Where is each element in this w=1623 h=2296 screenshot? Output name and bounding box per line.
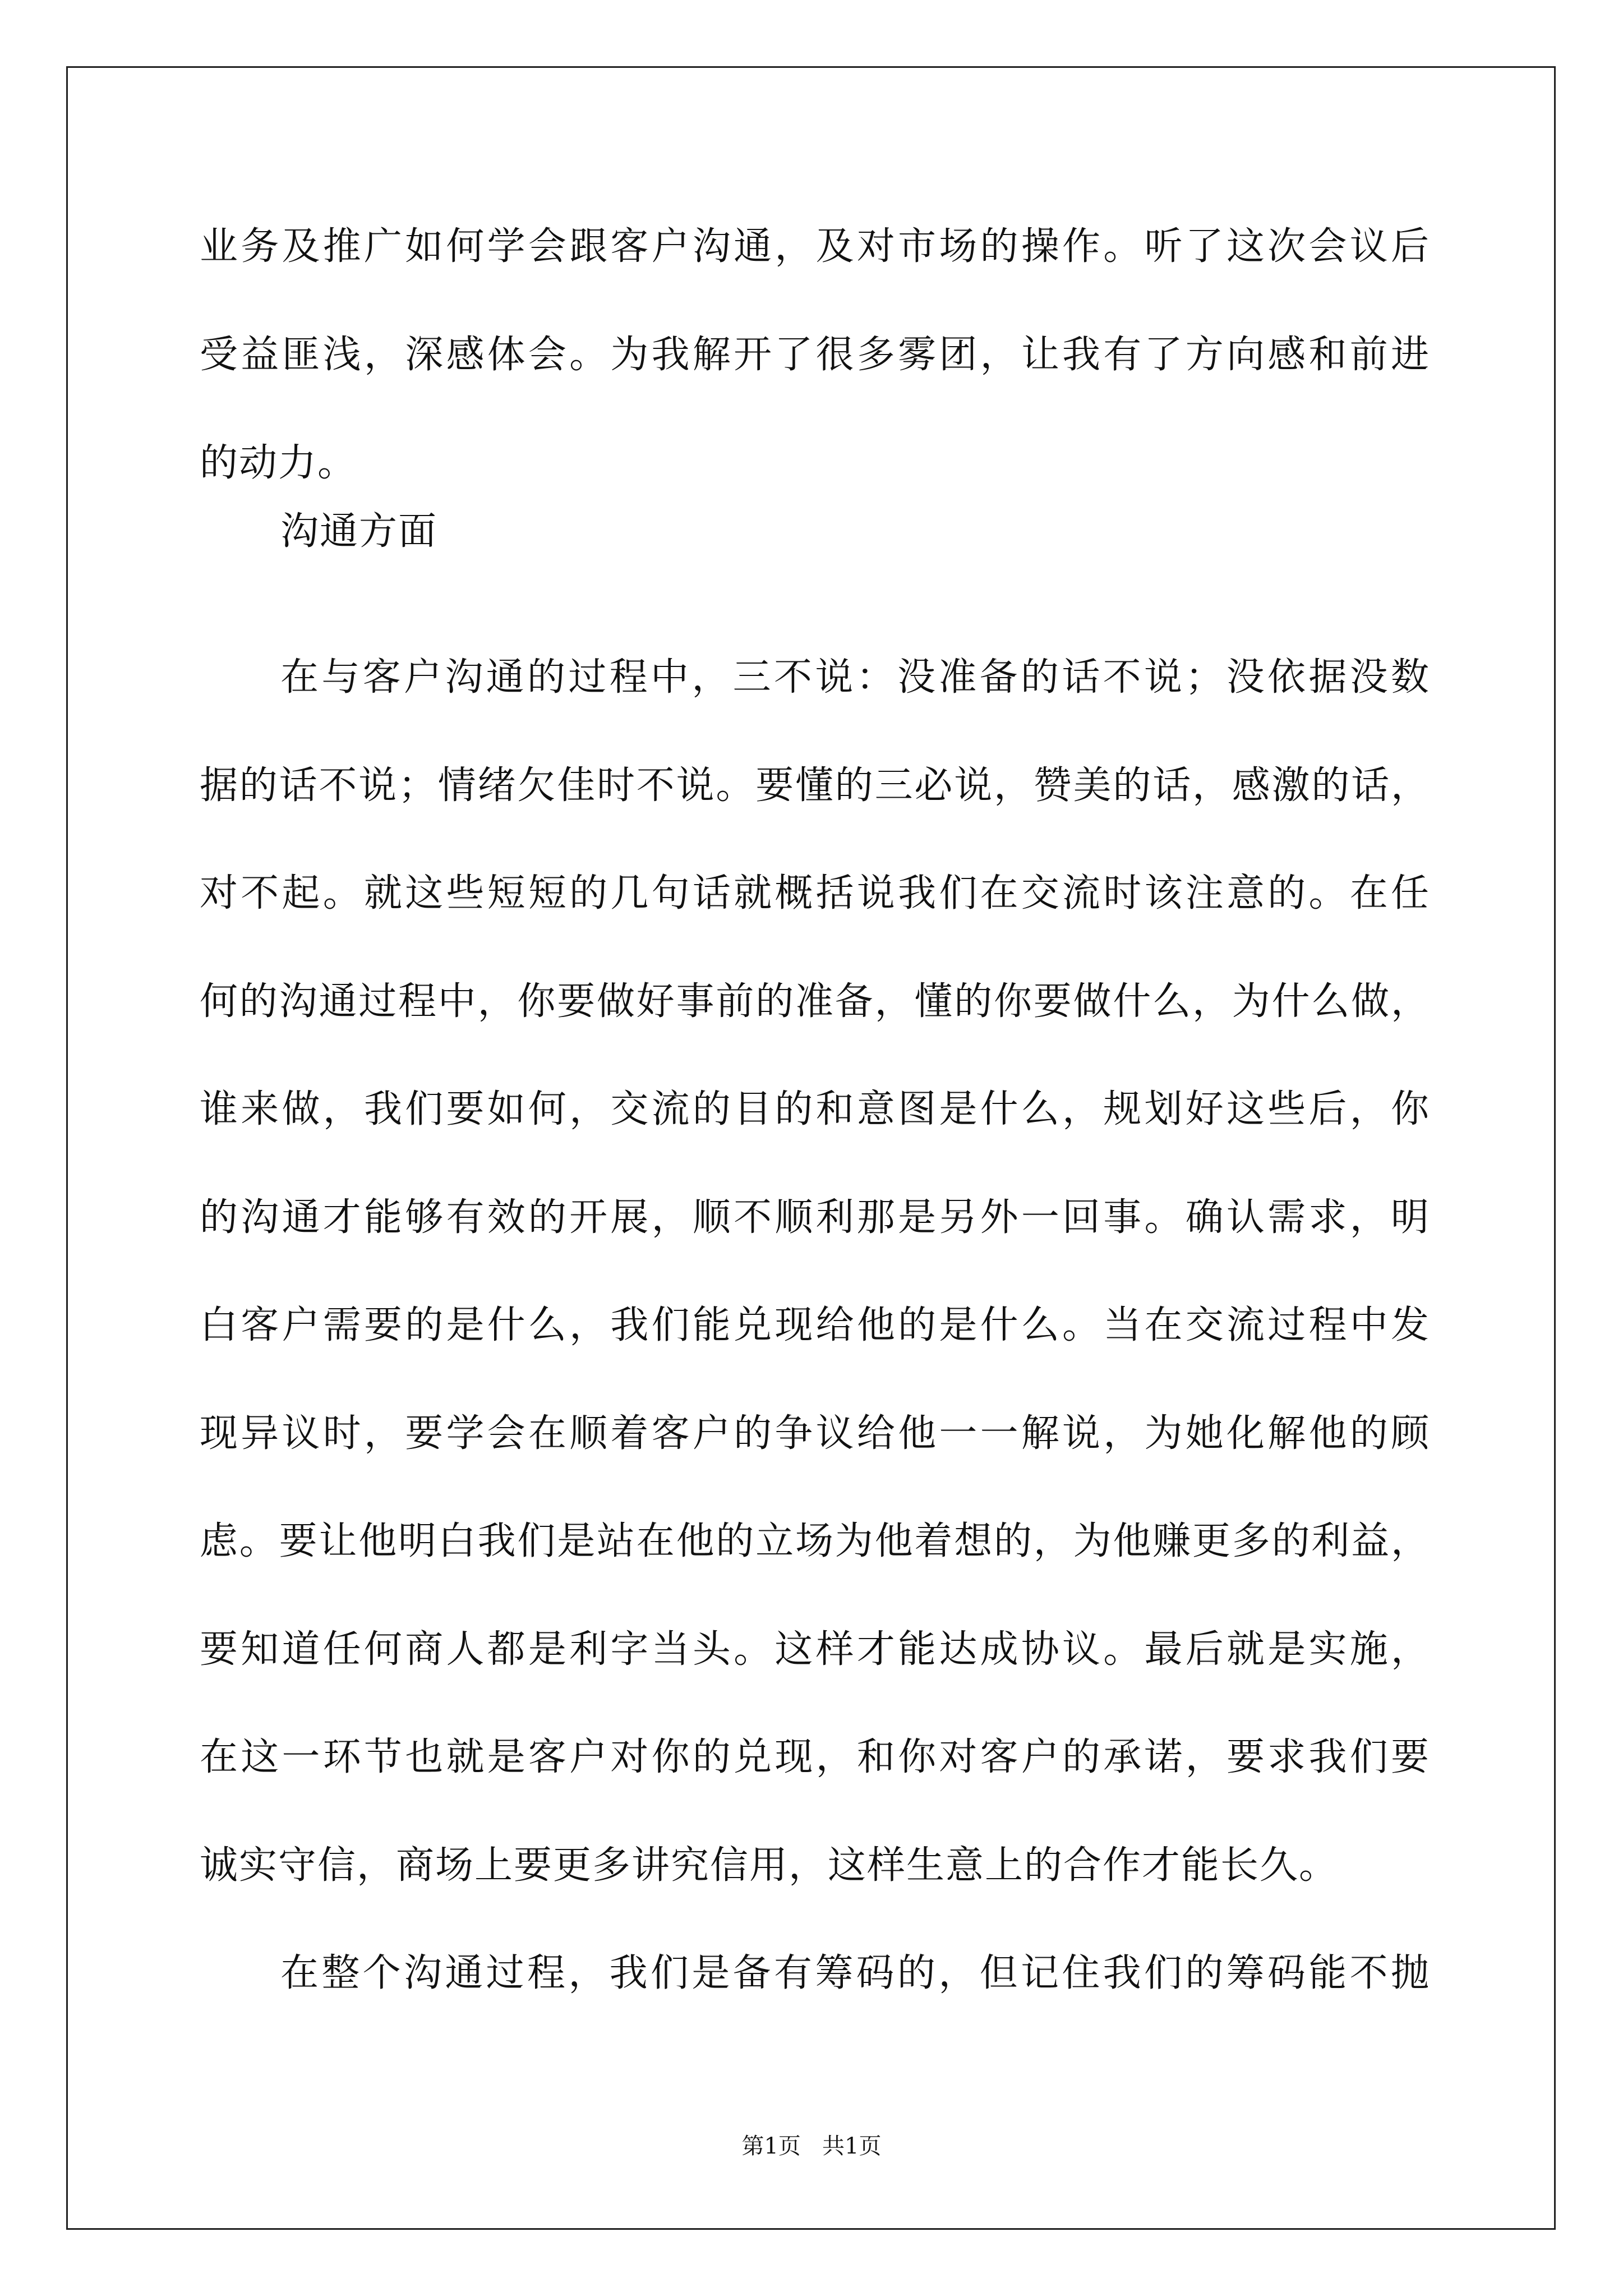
paragraph-line: 白客户需要的是什么，我们能兑现给他的是什么。当在交流过程中发	[200, 1303, 1429, 1347]
paragraph-line: 业务及推广如何学会跟客户沟通，及对市场的操作。听了这次会议后	[200, 224, 1429, 269]
paragraph-line: 的沟通才能够有效的开展，顺不顺利那是另外一回事。确认需求，明	[200, 1195, 1429, 1240]
paragraph-line: 现异议时，要学会在顺着客户的争议给他一一解说，为她化解他的顾	[200, 1411, 1429, 1456]
section-heading: 沟通方面	[280, 509, 438, 554]
paragraph-line: 对不起。就这些短短的几句话就概括说我们在交流时该注意的。在任	[200, 871, 1429, 915]
paragraph-line: 虑。要让他明白我们是站在他的立场为他着想的，为他赚更多的利益，	[200, 1519, 1429, 1563]
paragraph-line: 在与客户沟通的过程中，三不说：没准备的话不说；没依据没数	[280, 655, 1429, 700]
paragraph-line: 要知道任何商人都是利字当头。这样才能达成协议。最后就是实施，	[200, 1627, 1429, 1672]
paragraph-line: 谁来做，我们要如何，交流的目的和意图是什么，规划好这些后，你	[200, 1087, 1429, 1131]
paragraph-line: 在这一环节也就是客户对你的兑现，和你对客户的承诺，要求我们要	[200, 1735, 1429, 1779]
paragraph-line: 据的话不说；情绪欠佳时不说。要懂的三必说，赞美的话，感激的话，	[200, 763, 1429, 808]
paragraph-line: 何的沟通过程中，你要做好事前的准备，懂的你要做什么，为什么做，	[200, 979, 1429, 1024]
page-border	[66, 66, 1556, 2230]
paragraph-line: 诚实守信，商场上要更多讲究信用，这样生意上的合作才能长久。	[200, 1843, 1339, 1888]
paragraph-line: 的动力。	[200, 441, 357, 485]
paragraph-line: 受益匪浅，深感体会。为我解开了很多雾团，让我有了方向感和前进	[200, 333, 1429, 377]
paragraph-line: 在整个沟通过程，我们是备有筹码的，但记住我们的筹码能不抛	[280, 1951, 1429, 1995]
page-footer: 第1页 共1页	[741, 2133, 882, 2159]
